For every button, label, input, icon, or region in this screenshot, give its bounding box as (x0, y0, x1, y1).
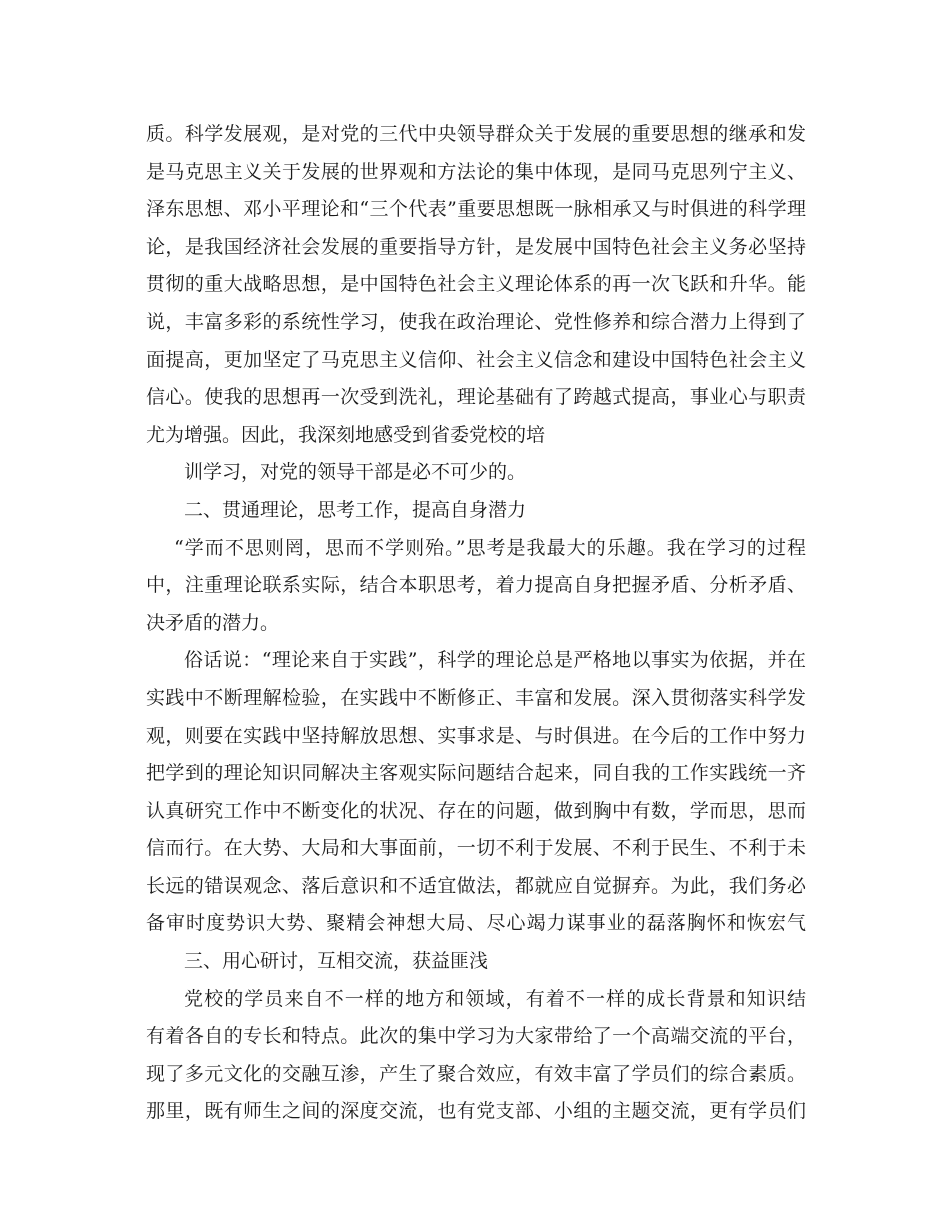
text-line: 备审时度势识大势、聚精会神想大局、尽心竭力谋事业的磊落胸怀和恢宏气 (146, 912, 806, 935)
text-line: 面提高，更加坚定了马克思主义信仰、社会主义信念和建设中国特色社会主义 (146, 348, 806, 371)
text-line: 实践中不断理解检验，在实践中不断修正、丰富和发展。深入贯彻落实科学发 (146, 686, 806, 709)
text-line: 信而行。在大势、大局和大事面前，一切不利于发展、不利于民生、不利于未 (146, 837, 806, 860)
section-heading-3: 三、用心研讨，互相交流，获益匪浅 (184, 950, 489, 973)
text-line: 质。科学发展观，是对党的三代中央领导群众关于发展的重要思想的继承和发 (146, 123, 806, 145)
text-line: 信心。使我的思想再一次受到洗礼，理论基础有了跨越式提高，事业心与职责 (146, 386, 806, 409)
text-line: 党校的学员来自不一样的地方和领域，有着不一样的成长背景和知识结 (184, 987, 806, 1010)
text-line: 说，丰富多彩的系统性学习，使我在政治理论、党性修养和综合潜力上得到了 (146, 310, 806, 333)
section-heading-2: 二、贯通理论，思考工作，提高自身潜力 (184, 498, 527, 521)
text-line: 观，则要在实践中坚持解放思想、实事求是、与时俱进。在今后的工作中努力 (146, 724, 806, 747)
text-line: 现了多元文化的交融互渗，产生了聚合效应，有效丰富了学员们的综合素质。 (146, 1062, 806, 1085)
text-line: 俗话说：“理论来自于实践”，科学的理论总是严格地以事实为依据，并在 (184, 649, 806, 672)
text-line: 长远的错误观念、落后意识和不适宜做法，都就应自觉摒弃。为此，我们务必 (146, 874, 806, 897)
text-line: 中，注重理论联系实际，结合本职思考，着力提高自身把握矛盾、分析矛盾、 (146, 574, 806, 597)
text-line: 那里，既有师生之间的深度交流，也有党支部、小组的主题交流，更有学员们 (146, 1100, 806, 1123)
text-line: 有着各自的专长和特点。此次的集中学习为大家带给了一个高端交流的平台， (146, 1025, 806, 1048)
text-line: 决矛盾的潜力。 (146, 611, 280, 634)
text-line: 贯彻的重大战略思想，是中国特色社会主义理论体系的再一次飞跃和升华。能 (146, 273, 806, 296)
text-line: 训学习，对党的领导干部是必不可少的。 (184, 461, 527, 484)
text-line: 论，是我国经济社会发展的重要指导方针，是发展中国特色社会主义务必坚持 (146, 235, 806, 258)
text-line: 尤为增强。因此，我深刻地感受到省委党校的培 (146, 423, 546, 446)
text-line: 是马克思主义关于发展的世界观和方法论的集中体现，是同马克思列宁主义、 (146, 160, 806, 183)
text-line: “学而不思则罔，思而不学则殆。”思考是我最大的乐趣。我在学习的过程 (174, 536, 806, 559)
text-line: 把学到的理论知识同解决主客观实际问题结合起来，同自我的工作实践统一齐 (146, 762, 806, 785)
text-line: 认真研究工作中不断变化的状况、存在的问题，做到胸中有数，学而思，思而 (146, 799, 806, 822)
text-line: 泽东思想、邓小平理论和“三个代表”重要思想既一脉相承又与时俱进的科学理 (146, 198, 806, 221)
document-body (146, 116, 806, 1131)
